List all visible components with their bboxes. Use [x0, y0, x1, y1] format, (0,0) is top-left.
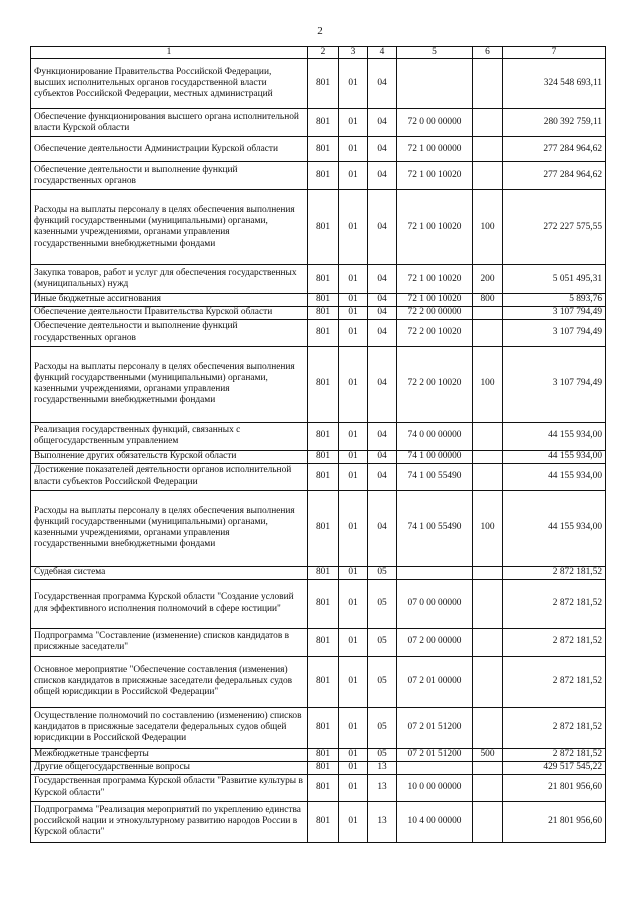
- cell-name: Обеспечение деятельности и выполнение функций государственных органов: [31, 162, 308, 190]
- cell-expense-type: [473, 761, 503, 774]
- cell-code: 801: [308, 162, 339, 190]
- cell-subsection: 04: [368, 490, 397, 566]
- column-header: 3: [339, 47, 368, 59]
- cell-section: 01: [339, 265, 368, 294]
- cell-code: 801: [308, 801, 339, 842]
- table-row: [31, 490, 606, 566]
- cell-amount: 44 155 934,00: [503, 490, 606, 566]
- cell-target-code: 72 2 00 10020: [397, 319, 473, 346]
- cell-subsection: 13: [368, 761, 397, 774]
- cell-amount: 3 107 794,49: [503, 346, 606, 422]
- cell-name: Реализация государственных функций, связанных с общегосударственным управлением: [31, 422, 308, 450]
- table-row: [31, 59, 606, 109]
- cell-target-code: 72 1 00 00000: [397, 137, 473, 162]
- header-row: [31, 47, 606, 59]
- cell-name: Обеспечение функционирования высшего органа исполнительной власти Курской области: [31, 109, 308, 137]
- cell-amount: 44 155 934,00: [503, 463, 606, 490]
- cell-expense-type: 100: [473, 490, 503, 566]
- table-row: [31, 319, 606, 346]
- cell-expense-type: [473, 109, 503, 137]
- cell-amount: 5 051 495,31: [503, 265, 606, 294]
- table-row: [31, 306, 606, 319]
- cell-amount: 44 155 934,00: [503, 450, 606, 463]
- cell-target-code: [397, 59, 473, 109]
- cell-expense-type: [473, 137, 503, 162]
- cell-amount: 272 227 575,55: [503, 190, 606, 265]
- cell-amount: 2 872 181,52: [503, 579, 606, 628]
- table-row: [31, 190, 606, 265]
- cell-name: Функционирование Правительства Российской Федерации, высших исполнительных органов государственной власти субъектов Российской Федерации, местных администраций: [31, 59, 308, 109]
- cell-target-code: 72 1 00 10020: [397, 162, 473, 190]
- cell-amount: 277 284 964,62: [503, 162, 606, 190]
- column-header: 4: [368, 47, 397, 59]
- column-header: 1: [31, 47, 308, 59]
- cell-section: 01: [339, 422, 368, 450]
- cell-name: Государственная программа Курской области "Создание условий для эффективного исполнения полномочий в сфере юстиции": [31, 579, 308, 628]
- cell-target-code: 72 0 00 00000: [397, 109, 473, 137]
- cell-section: 01: [339, 294, 368, 306]
- table-row: [31, 109, 606, 137]
- cell-amount: 21 801 956,60: [503, 801, 606, 842]
- cell-name: Расходы на выплаты персоналу в целях обеспечения выполнения функций государственными (муниципальными) органами, казенными учреждениями, органами управления государственными внебюджетными фондами: [31, 490, 308, 566]
- cell-expense-type: [473, 566, 503, 579]
- cell-subsection: 04: [368, 463, 397, 490]
- cell-name: Основное мероприятие "Обеспечение составления (изменения) списков кандидатов в присяжные заседатели федеральных судов общей юрисдикции в Российской Федерации": [31, 656, 308, 707]
- cell-target-code: 72 1 00 10020: [397, 265, 473, 294]
- cell-subsection: 04: [368, 137, 397, 162]
- cell-name: Расходы на выплаты персоналу в целях обеспечения выполнения функций государственными (муниципальными) органами, казенными учреждениями, органами управления государственными внебюджетными фондами: [31, 190, 308, 265]
- table-row: [31, 294, 606, 306]
- cell-section: 01: [339, 190, 368, 265]
- cell-section: 01: [339, 707, 368, 748]
- cell-subsection: 04: [368, 265, 397, 294]
- table-row: [31, 450, 606, 463]
- cell-name: Обеспечение деятельности Администрации Курской области: [31, 137, 308, 162]
- cell-target-code: 10 0 00 00000: [397, 774, 473, 801]
- cell-name: Иные бюджетные ассигнования: [31, 294, 308, 306]
- cell-code: 801: [308, 579, 339, 628]
- cell-target-code: 10 4 00 00000: [397, 801, 473, 842]
- cell-code: 801: [308, 319, 339, 346]
- table-row: [31, 422, 606, 450]
- cell-section: 01: [339, 774, 368, 801]
- table-row: [31, 463, 606, 490]
- cell-target-code: 74 0 00 00000: [397, 422, 473, 450]
- cell-name: Осуществление полномочий по составлению (изменению) списков кандидатов в присяжные заседатели федеральных судов общей юрисдикции в Российской Федерации: [31, 707, 308, 748]
- cell-target-code: 72 1 00 10020: [397, 294, 473, 306]
- cell-amount: 2 872 181,52: [503, 656, 606, 707]
- cell-subsection: 05: [368, 566, 397, 579]
- cell-name: Обеспечение деятельности и выполнение функций государственных органов: [31, 319, 308, 346]
- page-number: 2: [317, 25, 323, 37]
- cell-section: 01: [339, 59, 368, 109]
- cell-amount: 44 155 934,00: [503, 422, 606, 450]
- cell-amount: 3 107 794,49: [503, 319, 606, 346]
- cell-subsection: 13: [368, 801, 397, 842]
- cell-amount: 21 801 956,60: [503, 774, 606, 801]
- cell-expense-type: [473, 656, 503, 707]
- cell-expense-type: 500: [473, 748, 503, 761]
- cell-code: 801: [308, 59, 339, 109]
- cell-subsection: 05: [368, 656, 397, 707]
- cell-name: Подпрограмма "Составление (изменение) списков кандидатов в присяжные заседатели": [31, 628, 308, 656]
- cell-expense-type: [473, 774, 503, 801]
- cell-code: 801: [308, 450, 339, 463]
- cell-subsection: 04: [368, 109, 397, 137]
- cell-subsection: 05: [368, 628, 397, 656]
- cell-amount: 2 872 181,52: [503, 566, 606, 579]
- cell-name: Межбюджетные трансферты: [31, 748, 308, 761]
- table-row: [31, 579, 606, 628]
- cell-subsection: 13: [368, 774, 397, 801]
- cell-subsection: 05: [368, 707, 397, 748]
- cell-target-code: 07 2 01 00000: [397, 656, 473, 707]
- cell-section: 01: [339, 656, 368, 707]
- cell-expense-type: 800: [473, 294, 503, 306]
- cell-name: Подпрограмма "Реализация мероприятий по укреплению единства российской нации и этнокультурному развитию народов России в Курской области": [31, 801, 308, 842]
- cell-section: 01: [339, 463, 368, 490]
- cell-expense-type: [473, 579, 503, 628]
- cell-subsection: 04: [368, 190, 397, 265]
- cell-subsection: 04: [368, 422, 397, 450]
- cell-section: 01: [339, 450, 368, 463]
- cell-expense-type: 200: [473, 265, 503, 294]
- cell-amount: 280 392 759,11: [503, 109, 606, 137]
- cell-amount: 5 893,76: [503, 294, 606, 306]
- cell-amount: 3 107 794,49: [503, 306, 606, 319]
- cell-subsection: 04: [368, 306, 397, 319]
- cell-expense-type: [473, 801, 503, 842]
- cell-name: Другие общегосударственные вопросы: [31, 761, 308, 774]
- cell-code: 801: [308, 137, 339, 162]
- cell-target-code: 07 0 00 00000: [397, 579, 473, 628]
- cell-target-code: 07 2 00 00000: [397, 628, 473, 656]
- table-row: [31, 346, 606, 422]
- cell-name: Расходы на выплаты персоналу в целях обеспечения выполнения функций государственными (муниципальными) органами, казенными учреждениями, органами управления государственными внебюджетными фондами: [31, 346, 308, 422]
- cell-amount: 277 284 964,62: [503, 137, 606, 162]
- cell-code: 801: [308, 761, 339, 774]
- cell-section: 01: [339, 162, 368, 190]
- cell-subsection: 05: [368, 579, 397, 628]
- cell-section: 01: [339, 306, 368, 319]
- budget-table: [30, 46, 606, 843]
- cell-section: 01: [339, 319, 368, 346]
- cell-target-code: 72 1 00 10020: [397, 190, 473, 265]
- cell-target-code: [397, 566, 473, 579]
- cell-expense-type: [473, 463, 503, 490]
- cell-code: 801: [308, 190, 339, 265]
- table-row: [31, 707, 606, 748]
- column-header: 6: [473, 47, 503, 59]
- cell-amount: 429 517 545,22: [503, 761, 606, 774]
- cell-section: 01: [339, 748, 368, 761]
- cell-section: 01: [339, 137, 368, 162]
- cell-code: 801: [308, 774, 339, 801]
- cell-code: 801: [308, 748, 339, 761]
- table-row: [31, 628, 606, 656]
- cell-expense-type: [473, 422, 503, 450]
- cell-code: 801: [308, 265, 339, 294]
- table-body: [31, 47, 606, 843]
- cell-subsection: 04: [368, 294, 397, 306]
- cell-amount: 2 872 181,52: [503, 707, 606, 748]
- cell-subsection: 04: [368, 346, 397, 422]
- cell-target-code: 72 2 00 10020: [397, 346, 473, 422]
- table-row: [31, 265, 606, 294]
- column-header: 7: [503, 47, 606, 59]
- cell-subsection: 04: [368, 319, 397, 346]
- cell-name: Обеспечение деятельности Правительства Курской области: [31, 306, 308, 319]
- cell-section: 01: [339, 490, 368, 566]
- cell-amount: 2 872 181,52: [503, 628, 606, 656]
- cell-target-code: 74 1 00 55490: [397, 463, 473, 490]
- cell-section: 01: [339, 566, 368, 579]
- cell-target-code: [397, 761, 473, 774]
- cell-code: 801: [308, 294, 339, 306]
- table-row: [31, 801, 606, 842]
- cell-expense-type: [473, 319, 503, 346]
- cell-subsection: 04: [368, 59, 397, 109]
- table-row: [31, 748, 606, 761]
- cell-code: 801: [308, 566, 339, 579]
- cell-target-code: 74 1 00 55490: [397, 490, 473, 566]
- table-row: [31, 566, 606, 579]
- cell-name: Выполнение других обязательств Курской области: [31, 450, 308, 463]
- cell-code: 801: [308, 628, 339, 656]
- cell-code: 801: [308, 109, 339, 137]
- table-row: [31, 656, 606, 707]
- cell-section: 01: [339, 346, 368, 422]
- cell-section: 01: [339, 579, 368, 628]
- cell-amount: 324 548 693,11: [503, 59, 606, 109]
- cell-code: 801: [308, 463, 339, 490]
- column-header: 5: [397, 47, 473, 59]
- cell-target-code: 07 2 01 51200: [397, 748, 473, 761]
- cell-expense-type: [473, 162, 503, 190]
- cell-code: 801: [308, 422, 339, 450]
- table-row: [31, 137, 606, 162]
- cell-code: 801: [308, 656, 339, 707]
- cell-expense-type: [473, 707, 503, 748]
- cell-section: 01: [339, 801, 368, 842]
- cell-subsection: 05: [368, 748, 397, 761]
- column-header: 2: [308, 47, 339, 59]
- cell-section: 01: [339, 109, 368, 137]
- cell-code: 801: [308, 306, 339, 319]
- table-row: [31, 761, 606, 774]
- cell-target-code: 07 2 01 51200: [397, 707, 473, 748]
- cell-code: 801: [308, 490, 339, 566]
- cell-name: Достижение показателей деятельности органов исполнительной власти субъектов Российской Федерации: [31, 463, 308, 490]
- cell-section: 01: [339, 761, 368, 774]
- cell-code: 801: [308, 346, 339, 422]
- cell-target-code: 74 1 00 00000: [397, 450, 473, 463]
- cell-expense-type: [473, 450, 503, 463]
- cell-target-code: 72 2 00 00000: [397, 306, 473, 319]
- cell-code: 801: [308, 707, 339, 748]
- cell-expense-type: [473, 628, 503, 656]
- cell-amount: 2 872 181,52: [503, 748, 606, 761]
- table-row: [31, 774, 606, 801]
- table-row: [31, 162, 606, 190]
- cell-expense-type: [473, 59, 503, 109]
- cell-expense-type: 100: [473, 346, 503, 422]
- cell-expense-type: [473, 306, 503, 319]
- cell-name: Закупка товаров, работ и услуг для обеспечения государственных (муниципальных) нужд: [31, 265, 308, 294]
- cell-expense-type: 100: [473, 190, 503, 265]
- cell-subsection: 04: [368, 450, 397, 463]
- cell-section: 01: [339, 628, 368, 656]
- cell-name: Государственная программа Курской области "Развитие культуры в Курской области": [31, 774, 308, 801]
- cell-name: Судебная система: [31, 566, 308, 579]
- cell-subsection: 04: [368, 162, 397, 190]
